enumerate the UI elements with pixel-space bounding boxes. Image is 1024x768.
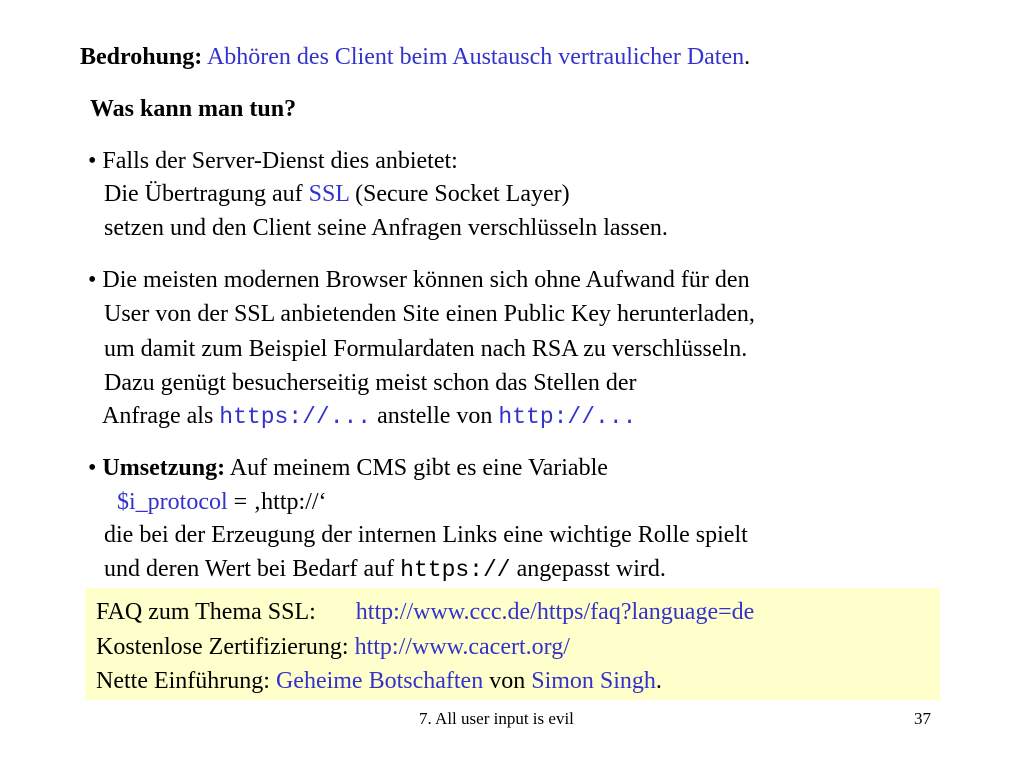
bullet2-line1: • Die meisten modernen Browser können sich ohne Aufwand für den xyxy=(88,267,750,293)
threat-period: . xyxy=(744,44,751,70)
ssl-term: SSL xyxy=(308,181,350,207)
faq-line xyxy=(96,597,754,627)
intro-line xyxy=(96,666,662,696)
cert-line xyxy=(96,632,570,662)
https-protocol-code: https:// xyxy=(400,557,511,583)
bullet2-line2: User von der SSL anbietenden Site einen Public Key herunterladen, xyxy=(104,301,755,327)
question-heading: Was kann man tun? xyxy=(90,96,297,122)
threat-line xyxy=(80,42,750,72)
bullet3-bullet: • xyxy=(88,455,97,481)
protocol-variable: $i_protocol xyxy=(117,489,228,515)
protocol-value: = ‚http://‘ xyxy=(233,489,327,515)
bullet2-line3: um damit zum Beispiel Formulardaten nach RSA zu verschlüsseln. xyxy=(104,336,748,362)
cert-label: Kostenlose Zertifizierung: xyxy=(96,634,349,660)
bullet2-line5-pre: Anfrage als xyxy=(102,403,214,429)
page-number: 37 xyxy=(914,709,931,728)
bullet3-line2 xyxy=(117,487,327,517)
cacert-link[interactable]: http://www.cacert.org/ xyxy=(354,634,570,660)
bullet1-line2-pre: Die Übertragung auf xyxy=(104,181,303,207)
https-code: https://... xyxy=(219,404,372,430)
bullet1-line3: setzen und den Client seine Anfragen verschlüsseln lassen. xyxy=(104,215,668,241)
threat-text: Abhören des Client beim Austausch vertraulicher Daten xyxy=(206,44,745,70)
bullet1-line2-post: (Secure Socket Layer) xyxy=(355,181,570,207)
bullet1-line2 xyxy=(104,179,570,209)
book-link[interactable]: Geheime Botschaften xyxy=(275,668,484,694)
bullet1-line1: • Falls der Server-Dienst dies anbietet: xyxy=(88,148,458,174)
bullet2-line4: Dazu genügt besucherseitig meist schon das Stellen der xyxy=(104,370,637,396)
bullet2-line5 xyxy=(102,401,636,432)
faq-label: FAQ zum Thema SSL: xyxy=(96,599,316,625)
bullet3-line4 xyxy=(104,554,666,585)
http-code: http://... xyxy=(498,404,637,430)
resources-box xyxy=(85,588,940,700)
bullet3-line4-post: angepasst wird. xyxy=(516,556,666,582)
by-text: von xyxy=(489,668,526,694)
author-link[interactable]: Simon Singh xyxy=(531,668,656,694)
bullet3-line3: die bei der Erzeugung der internen Links eine wichtige Rolle spielt xyxy=(104,522,748,548)
intro-label: Nette Einführung: xyxy=(96,668,270,694)
bullet3-line1-text: Auf meinem CMS gibt es eine Variable xyxy=(229,455,608,481)
faq-link[interactable]: http://www.ccc.de/https/faq?language=de xyxy=(355,599,755,625)
intro-period: . xyxy=(655,668,662,694)
bullet3-line4-pre: und deren Wert bei Bedarf auf xyxy=(104,556,395,582)
threat-label: Bedrohung: xyxy=(80,44,203,70)
bullet3-line1 xyxy=(88,453,608,483)
footer-title: 7. All user input is evil xyxy=(419,709,574,728)
umsetzung-label: Umsetzung: xyxy=(102,455,226,481)
bullet2-line5-mid: anstelle von xyxy=(377,403,493,429)
